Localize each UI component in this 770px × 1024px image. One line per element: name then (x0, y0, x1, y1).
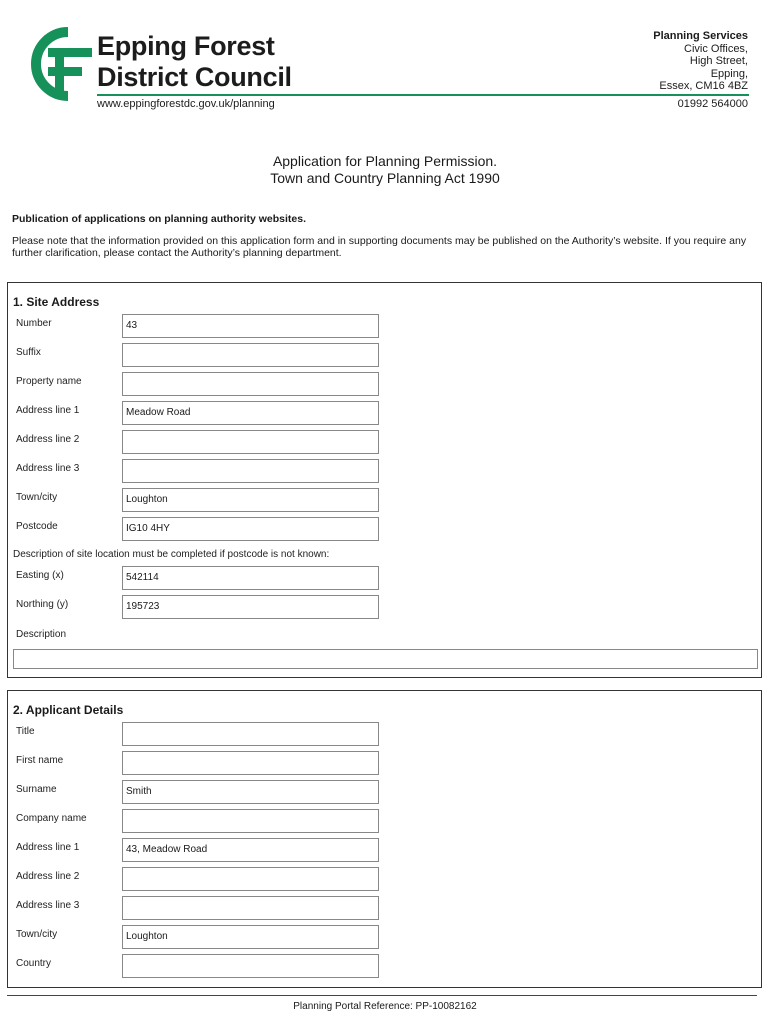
field-label: Address line 1 (16, 405, 80, 416)
applicant-country-field[interactable] (122, 954, 379, 978)
section-heading: 2. Applicant Details (13, 703, 124, 717)
address-line: Planning Services (653, 30, 748, 42)
site-suffix-field[interactable] (122, 343, 379, 367)
site-address-line-1-field[interactable]: Meadow Road (122, 401, 379, 425)
field-label: Address line 2 (16, 871, 80, 882)
applicant-address-line-2-field[interactable] (122, 867, 379, 891)
field-label: Property name (16, 376, 82, 387)
field-label: Suffix (16, 347, 41, 358)
site-town-field[interactable]: Loughton (122, 488, 379, 512)
applicant-company-field[interactable] (122, 809, 379, 833)
site-number-field[interactable]: 43 (122, 314, 379, 338)
applicant-title-field[interactable] (122, 722, 379, 746)
applicant-address-line-3-field[interactable] (122, 896, 379, 920)
header-rule (97, 94, 749, 96)
field-label: First name (16, 755, 64, 766)
field-label: Country (16, 958, 52, 969)
field-label: Description (16, 629, 67, 640)
title-line-2: Town and Country Planning Act 1990 (270, 170, 500, 186)
applicant-town-field[interactable]: Loughton (122, 925, 379, 949)
location-note: Description of site location must be completed if postcode is not known: (13, 549, 330, 560)
section-heading: 1. Site Address (13, 295, 100, 309)
field-label: Easting (x) (16, 570, 64, 581)
document-title (0, 153, 770, 187)
site-address-section (7, 282, 762, 678)
field-label: Postcode (16, 521, 58, 532)
address-line: High Street, (689, 55, 748, 67)
council-logo-icon (24, 26, 92, 102)
field-label: Surname (16, 784, 57, 795)
portal-reference: Planning Portal Reference: PP-10082162 (293, 1001, 477, 1012)
field-label: Address line 1 (16, 842, 80, 853)
council-address (653, 30, 748, 93)
applicant-details-section (7, 690, 762, 988)
address-line: Essex, CM16 4BZ (659, 80, 748, 92)
applicant-surname-field[interactable]: Smith (122, 780, 379, 804)
site-northing-field[interactable]: 195723 (122, 595, 379, 619)
org-name-line-1: Epping Forest (97, 31, 275, 61)
footer-rule (7, 995, 757, 996)
org-name-line-2: District Council (97, 62, 292, 92)
field-label: Address line 3 (16, 463, 80, 474)
site-description-field[interactable] (13, 649, 758, 669)
field-label: Title (16, 726, 35, 737)
site-address-line-2-field[interactable] (122, 430, 379, 454)
applicant-address-line-1-field[interactable]: 43, Meadow Road (122, 838, 379, 862)
site-property-name-field[interactable] (122, 372, 379, 396)
org-url[interactable]: www.eppingforestdc.gov.uk/planning (97, 98, 275, 110)
site-address-line-3-field[interactable] (122, 459, 379, 483)
publication-note: Please note that the information provided on this application form and in supporting documents may be published on the Authority’s website. If you require any further clarification, please contact the Authority’s planning department. (12, 235, 747, 259)
council-phone: 01992 564000 (677, 98, 748, 110)
field-label: Town/city (16, 492, 58, 503)
publication-heading: Publication of applications on planning authority websites. (12, 213, 307, 225)
field-label: Northing (y) (16, 599, 69, 610)
field-label: Town/city (16, 929, 58, 940)
field-label: Address line 2 (16, 434, 80, 445)
title-line-1: Application for Planning Permission. (272, 153, 498, 169)
address-line: Civic Offices, (684, 42, 748, 55)
site-postcode-field[interactable]: IG10 4HY (122, 517, 379, 541)
site-easting-field[interactable]: 542114 (122, 566, 379, 590)
field-label: Number (16, 318, 52, 329)
field-label: Address line 3 (16, 900, 80, 911)
applicant-first-name-field[interactable] (122, 751, 379, 775)
address-line: Epping, (710, 67, 748, 80)
field-label: Company name (16, 813, 87, 824)
